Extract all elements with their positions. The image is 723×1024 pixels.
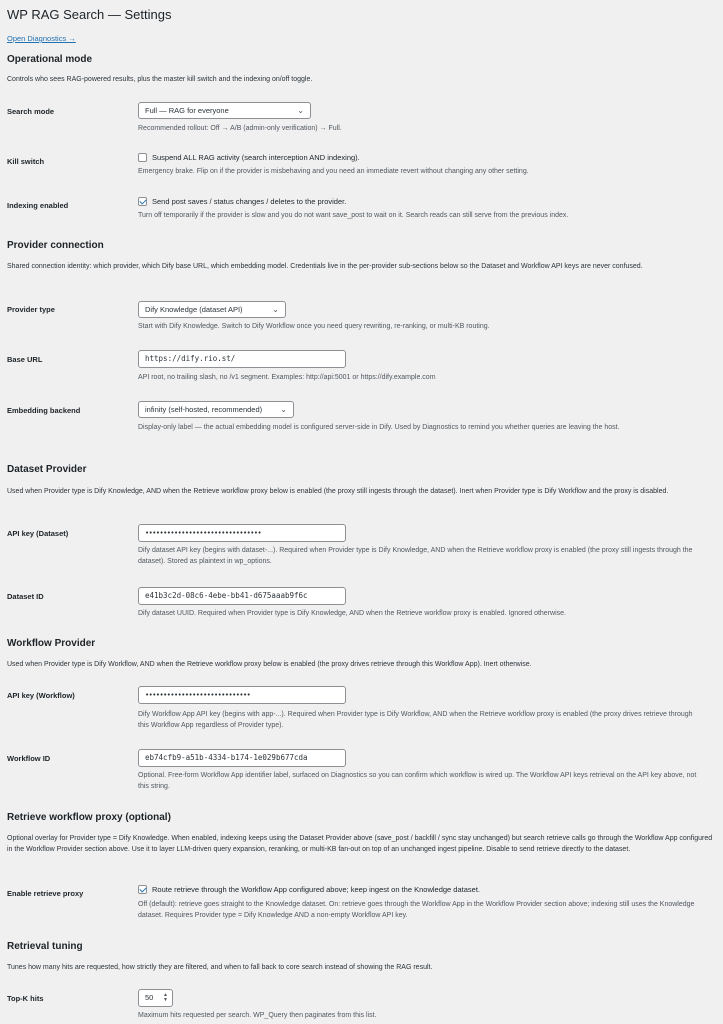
page-title: WP RAG Search — Settings [7,7,172,22]
indexing-enabled-label: Indexing enabled [7,201,69,210]
kill-switch-help: Emergency brake. Flip on if the provider is misbehaving and you need an immediate revert without changing any other setting. [138,168,529,175]
kill-switch-checkbox[interactable] [138,153,147,162]
search-mode-value: Full — RAG for everyone [145,106,229,115]
topk-input[interactable] [138,989,173,1007]
section-title-tuning: Retrieval tuning [7,941,83,952]
kill-switch-row [138,153,360,162]
dataset-id-label: Dataset ID [7,592,44,601]
chevron-down-icon: ⌄ [280,405,287,414]
enable-retrieve-proxy-checkbox[interactable] [138,885,147,894]
workflow-id-label: Workflow ID [7,754,51,763]
topk-value: 50 [145,993,154,1002]
dataset-api-key-input[interactable]: •••••••••••••••••••••••••••••••• [138,524,346,542]
provider-type-label: Provider type [7,305,55,314]
kill-switch-checkbox-label: Suspend ALL RAG activity (search interception AND indexing). [152,153,360,162]
search-mode-help: Recommended rollout: Off → A/B (admin-only verification) → Full. [138,125,342,132]
workflow-api-key-label: API key (Workflow) [7,691,75,700]
section-title-dataset: Dataset Provider [7,464,87,475]
section-title-proxy: Retrieve workflow proxy (optional) [7,812,171,823]
workflow-api-key-help: Dify Workflow App API key (begins with app-...). Required when Provider type is Dify Workflow, AND when the Retrieve workflow proxy is enabled (the proxy drives retrieve through this Workflow App regardless of Provider type). [138,711,693,729]
section-desc-workflow: Used when Provider type is Dify Workflow, AND when the Retrieve workflow proxy below is enabled (the proxy drives retrieve through this Workflow App). Inert otherwise. [7,661,532,668]
dataset-api-key-help: Dify dataset API key (begins with dataset-...). Required when Provider type is Dify Knowledge, AND when the Retrieve workflow proxy is enabled (the proxy still ingests through the dataset). Stored as plaintext in wp_options. [138,547,693,565]
topk-help: Maximum hits requested per search. WP_Query then paginates from this list. [138,1012,377,1019]
base-url-help: API root, no trailing slash, no /v1 segment. Examples: http://api:5001 or https://dify.example.com [138,374,436,381]
enable-retrieve-proxy-help: Off (default): retrieve goes straight to the Knowledge dataset. On: retrieve goes through the Workflow App in the Workflow Provider section above; indexing still uses the Knowledge dataset. Requires Provider type = Dify Knowledge AND a non-empty Workflow API key. [138,901,695,919]
base-url-input[interactable]: https://dify.rio.st/ [138,350,346,368]
topk-label: Top-K hits [7,994,44,1003]
spinner-icon[interactable]: ▲ ▼ [163,992,168,1003]
search-mode-select[interactable] [138,102,311,119]
section-desc-proxy: Optional overlay for Provider type = Dify Knowledge. When enabled, indexing keeps using the Dataset Provider above (save_post / backfill / sync stay unchanged) but search retrieve calls go through the Workflow App configured in the Workflow Provider section above. Use it to layer LLM-driven query expansion, reranking, or multi-KB fan-out on top of an unchanged ingest pipeline. Disable to send retrieve directly to the dataset. [7,835,713,853]
open-diagnostics-link[interactable]: Open Diagnostics → [7,34,76,43]
dataset-id-input[interactable]: e41b3c2d-08c6-4ebe-bb41-d675aaab9f6c [138,587,346,605]
section-desc-provider: Shared connection identity: which provider, which Dify base URL, which embedding model. Credentials live in the per-provider sub-sections below so the Dataset and Workflow API keys are never confused. [7,263,643,270]
section-title-operational: Operational mode [7,54,93,65]
indexing-enabled-help: Turn off temporarily if the provider is slow and you do not want save_post to wait on it. Search reads can still serve from the previous index. [138,212,569,219]
dataset-id-help: Dify dataset UUID. Required when Provider type is Dify Knowledge, AND when the Retrieve workflow proxy is enabled. Ignored otherwise. [138,610,566,617]
section-title-workflow: Workflow Provider [7,638,96,649]
indexing-enabled-row [138,197,346,206]
section-desc-dataset: Used when Provider type is Dify Knowledge, AND when the Retrieve workflow proxy below is enabled (the proxy still ingests through the dataset). Inert when Provider type is Dify Workflow and the proxy is disabled. [7,488,669,495]
indexing-enabled-checkbox-label: Send post saves / status changes / deletes to the provider. [152,197,347,206]
embedding-backend-help: Display-only label — the actual embedding model is configured server-side in Dify. Used by Diagnostics to remind you whether queries are leaving the host. [138,424,620,431]
base-url-label: Base URL [7,355,43,364]
section-desc-operational: Controls who sees RAG-powered results, plus the master kill switch and the indexing on/off toggle. [7,76,313,83]
chevron-down-icon: ⌄ [297,106,304,115]
workflow-api-key-input[interactable]: ••••••••••••••••••••••••••••• [138,686,346,704]
workflow-id-input[interactable]: eb74cfb9-a51b-4334-b174-1e029b677cda [138,749,346,767]
embedding-backend-select[interactable] [138,401,294,418]
indexing-enabled-checkbox[interactable] [138,197,147,206]
dataset-api-key-label: API key (Dataset) [7,529,69,538]
provider-type-value: Dify Knowledge (dataset API) [145,305,243,314]
provider-type-select[interactable] [138,301,286,318]
embedding-backend-label: Embedding backend [7,406,81,415]
kill-switch-label: Kill switch [7,157,45,166]
embedding-backend-value: infinity (self-hosted, recommended) [145,405,263,414]
enable-retrieve-proxy-checkbox-label: Route retrieve through the Workflow App configured above; keep ingest on the Knowledge dataset. [152,885,480,894]
chevron-down-icon: ⌄ [272,305,279,314]
search-mode-label: Search mode [7,107,55,116]
provider-type-help: Start with Dify Knowledge. Switch to Dify Workflow once you need query rewriting, re-ranking, or multi-KB routing. [138,323,490,330]
workflow-id-help: Optional. Free-form Workflow App identifier label, surfaced on Diagnostics so you can confirm which workflow is wired up. The Workflow API keys retrieval on the API key above, not this string. [138,772,697,790]
enable-retrieve-proxy-row [138,885,480,894]
section-title-provider: Provider connection [7,240,104,251]
enable-retrieve-proxy-label: Enable retrieve proxy [7,889,84,898]
section-desc-tuning: Tunes how many hits are requested, how strictly they are filtered, and when to fall back to core search instead of showing the RAG result. [7,964,433,971]
